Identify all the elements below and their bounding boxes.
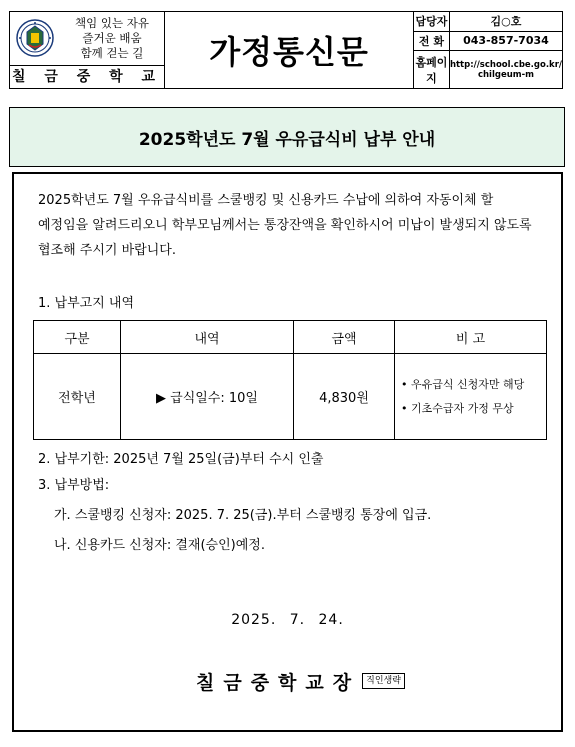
signature-line (196, 668, 405, 694)
school-motto-area (10, 12, 164, 66)
seal-omitted-stamp: 직인생략 (362, 673, 405, 689)
document-title: 가정통신문 (209, 33, 369, 71)
detail-cell: ▶ 급식일수: 10일 (121, 354, 294, 440)
note-item: • 기초수급자 가정 무상 (401, 401, 514, 415)
notes-cell (395, 354, 547, 440)
column-header: 내역 (121, 321, 294, 354)
table-header-row (34, 321, 547, 354)
title-box (164, 11, 414, 89)
homepage-link[interactable] (449, 51, 562, 89)
payment-method-item: 나. 신용카드 신청자: 결재(승인)예정. (54, 538, 265, 553)
manager-value: 김○호 (449, 12, 562, 32)
column-header: 비 고 (395, 321, 547, 354)
payment-deadline: 2. 납부기한: 2025년 7월 25일(금)부터 수시 인출 (38, 452, 324, 467)
school-emblem-icon (16, 19, 54, 57)
homepage-url-line: chilgeum-m (477, 69, 534, 80)
notice-banner: 2025학년도 7월 우유급식비 납부 안내 (9, 107, 565, 167)
intro-paragraph: 2025학년도 7월 우유급식비를 스쿨뱅킹 및 신용카드 수납에 의하여 자동이체 할 예정임을 알려드리오니 학부모님께서는 통장잔액을 확인하시어 미납이 발생되지 않도록 협조해 주시기 바랍니다. (38, 193, 532, 258)
column-header: 금액 (294, 321, 395, 354)
section-heading: 3. 납부방법: (38, 478, 110, 493)
homepage-label: 홈페이지 (414, 51, 450, 89)
school-box (9, 11, 165, 89)
payment-method-item: 가. 스쿨뱅킹 신청자: 2025. 7. 25(금).부터 스쿨뱅킹 통장에 입금. (54, 508, 432, 523)
phone-label: 전 화 (414, 31, 450, 51)
issue-date: 2025. 7. 24. (231, 612, 344, 628)
amount-cell: 4,830원 (294, 354, 395, 440)
phone-value: 043-857-7034 (449, 31, 562, 51)
table-row (34, 354, 547, 440)
letter-body (12, 172, 563, 732)
school-motto (62, 16, 162, 61)
payment-detail-table (33, 320, 547, 440)
note-item: • 우유급식 신청자만 해당 (401, 377, 525, 391)
motto-line: 즐거운 배움 (82, 31, 142, 45)
principal-title: 칠금중학교장 (196, 671, 361, 694)
category-cell: 전학년 (34, 354, 121, 440)
motto-line: 함께 걷는 길 (80, 46, 144, 60)
letter-header (9, 11, 563, 89)
homepage-url-line: http://school.cbe.go.kr/ (449, 59, 562, 70)
school-name: 칠 금 중 학 교 (11, 69, 163, 85)
contact-info-table (413, 11, 563, 89)
manager-label: 담당자 (414, 12, 450, 32)
column-header: 구분 (34, 321, 121, 354)
section-heading: 1. 납부고지 내역 (38, 296, 135, 311)
motto-line: 책임 있는 자유 (75, 16, 149, 30)
